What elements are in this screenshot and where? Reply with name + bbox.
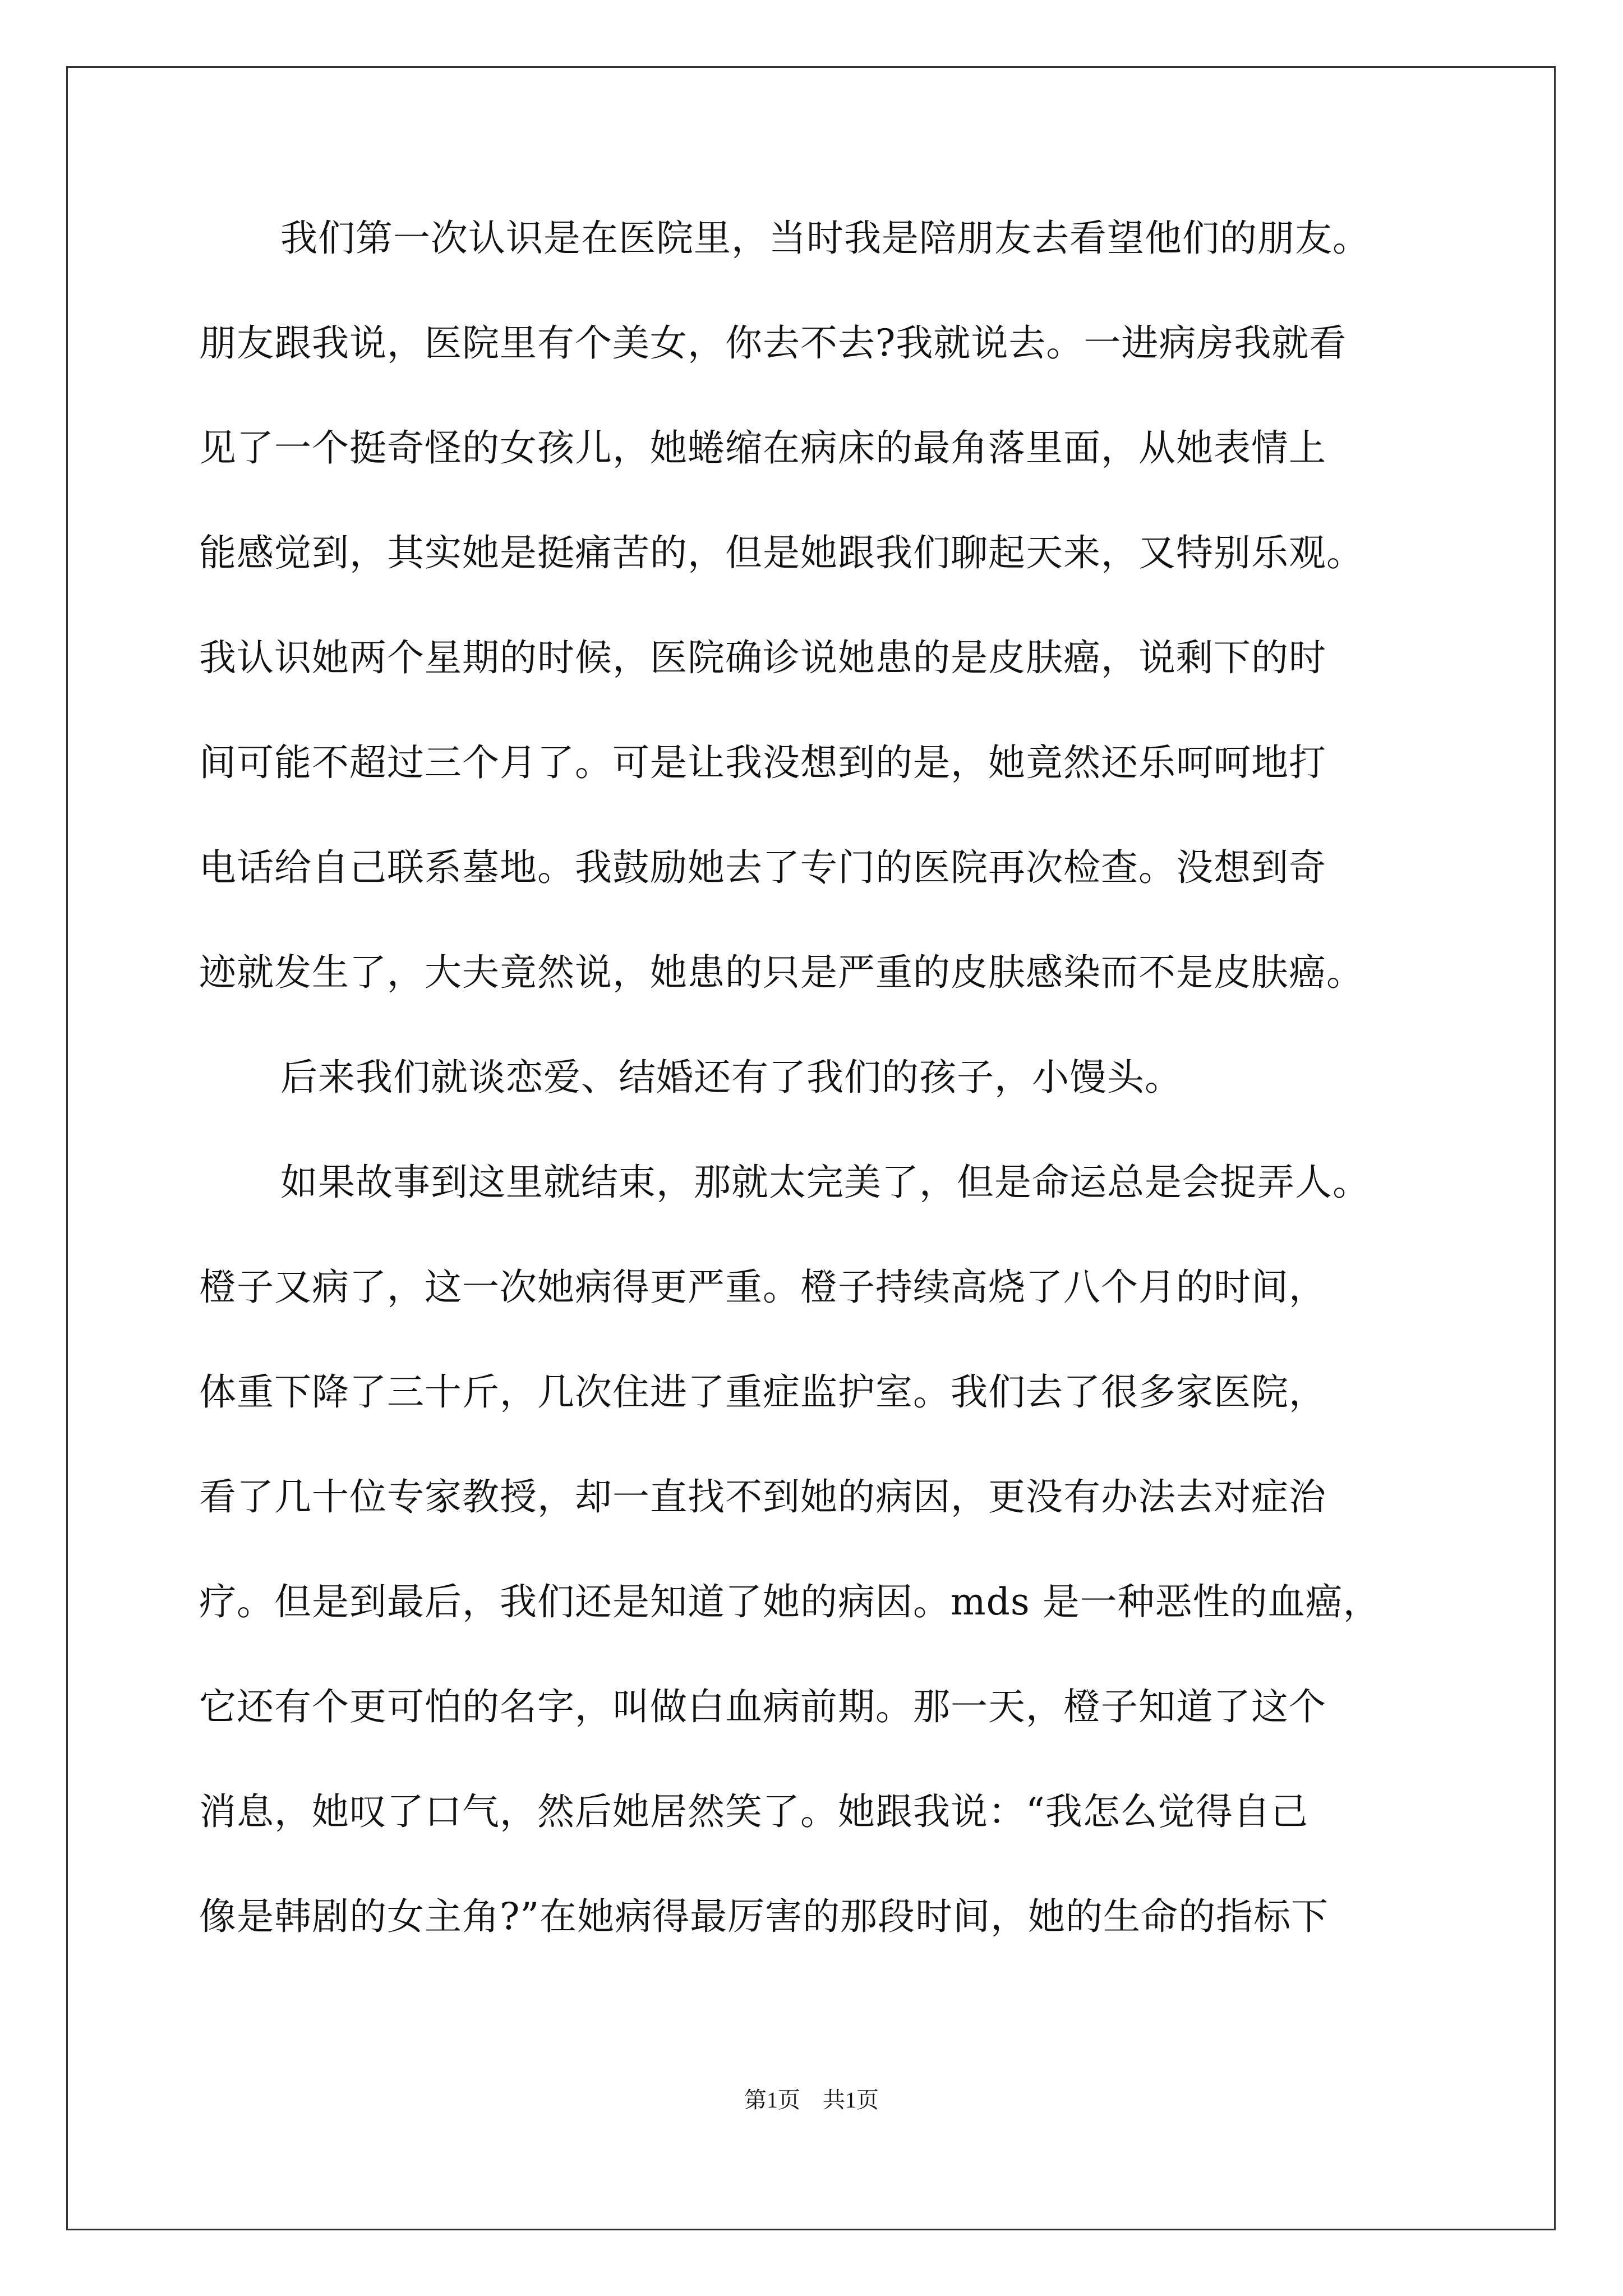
text-line: 消息，她叹了口气，然后她居然笑了。她跟我说：“我怎么觉得自己 xyxy=(199,1790,1308,1833)
text-line: 后来我们就谈恋爱、结婚还有了我们的孩子，小馒头。 xyxy=(280,1056,1182,1099)
text-line: 疗。但是到最后，我们还是知道了她的病因。mds 是一种恶性的血癌， xyxy=(199,1580,1381,1623)
text-line: 间可能不超过三个月了。可是让我没想到的是，她竟然还乐呵呵地打 xyxy=(199,741,1326,784)
text-line: 我们第一次认识是在医院里，当时我是陪朋友去看望他们的朋友。 xyxy=(280,217,1370,260)
text-line: 它还有个更可怕的名字，叫做白血病前期。那一天，橙子知道了这个 xyxy=(199,1685,1326,1728)
text-line: 迹就发生了，大夫竟然说，她患的只是严重的皮肤感染而不是皮肤癌。 xyxy=(199,951,1364,994)
page-footer: 第1页 共1页 xyxy=(744,2087,879,2113)
text-line: 能感觉到，其实她是挺痛苦的，但是她跟我们聊起天来，又特别乐观。 xyxy=(199,531,1364,574)
document-body xyxy=(199,210,1433,1994)
text-line: 橙子又病了，这一次她病得更严重。橙子持续高烧了八个月的时间， xyxy=(199,1266,1326,1309)
text-line: 看了几十位专家教授，却一直找不到她的病因，更没有办法去对症治 xyxy=(199,1475,1326,1519)
text-line: 朋友跟我说，医院里有个美女，你去不去?我就说去。一进病房我就看 xyxy=(199,321,1347,365)
text-line: 如果故事到这里就结束，那就太完美了，但是命运总是会捉弄人。 xyxy=(280,1161,1370,1204)
text-line: 体重下降了三十斤，几次住进了重症监护室。我们去了很多家医院， xyxy=(199,1370,1326,1414)
text-line: 我认识她两个星期的时候，医院确诊说她患的是皮肤癌，说剩下的时 xyxy=(199,636,1326,679)
text-line: 见了一个挺奇怪的女孩儿，她蜷缩在病床的最角落里面，从她表情上 xyxy=(199,426,1326,470)
text-line: 像是韩剧的女主角?”在她病得最厉害的那段时间，她的生命的指标下 xyxy=(199,1895,1329,1938)
text-line: 电话给自己联系墓地。我鼓励她去了专门的医院再次检查。没想到奇 xyxy=(199,846,1326,889)
